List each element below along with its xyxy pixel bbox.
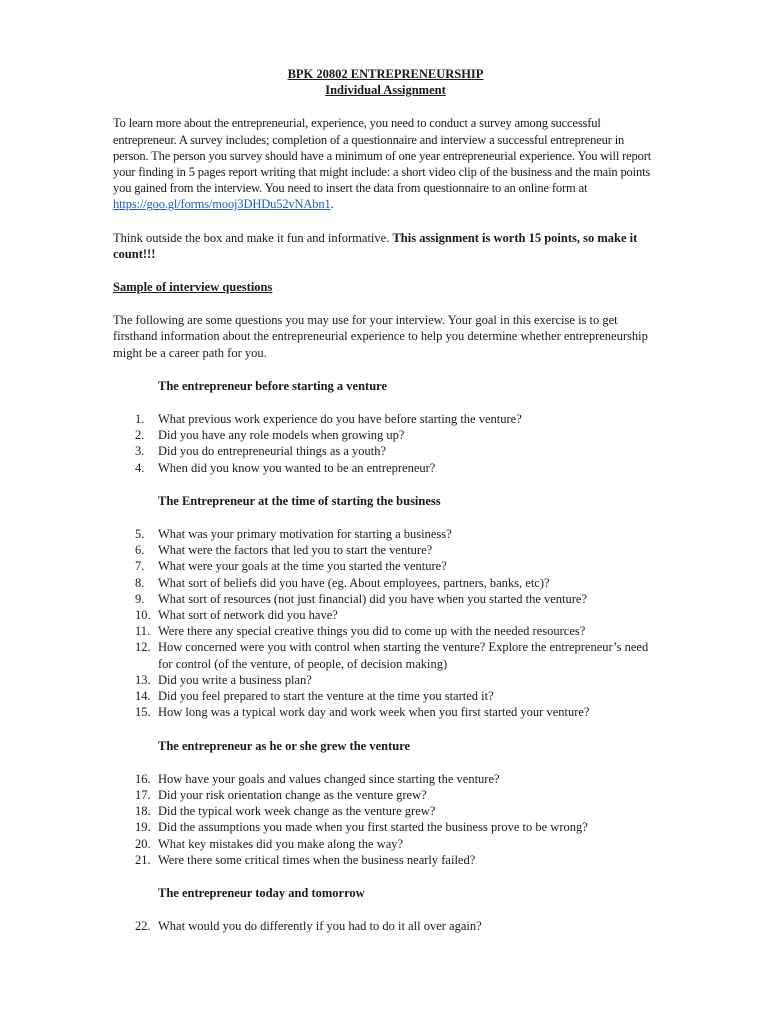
question-item [113,575,658,591]
intro-after-link: . [330,197,334,212]
intro-paragraph [113,115,658,212]
question-number: 12. [135,640,151,655]
document-page [113,66,658,934]
document-title: BPK 20802 ENTREPRENEURSHIP [287,67,484,81]
question-list [113,411,658,476]
question-text: Did the typical work week change as the venture grew? [158,804,436,819]
document-subtitle: Individual Assignment [325,83,446,98]
question-number: 8. [135,575,145,590]
question-number: 19. [135,820,151,835]
question-number: 7. [135,559,145,574]
question-item [113,427,658,443]
question-number: 2. [135,428,145,443]
question-item [113,443,658,459]
question-text: Were there any special creative things you did to come up with the needed resources? [158,624,586,639]
question-number: 1. [135,412,145,427]
question-item [113,852,658,868]
question-text: Did your risk orientation change as the venture grew? [158,787,427,802]
question-number: 14. [135,689,151,704]
question-number: 5. [135,527,145,542]
question-text: How have your goals and values changed since starting the venture? [158,771,500,786]
question-item [113,704,658,720]
question-text: How long was a typical work day and work week when you first started your venture? [158,705,590,720]
question-text: What was your primary motivation for starting a business? [158,527,452,542]
question-list [113,918,658,934]
think-bold-text: This assignment is worth 15 points, so make it count!!! [113,230,638,261]
question-number: 11. [135,624,151,639]
question-item [113,411,658,427]
question-text: What key mistakes did you make along the way? [158,836,404,851]
question-text: How concerned were you with control when starting the venture? Explore the entrepreneur’s need for control (of the venture, of people, of decision making) [158,640,649,671]
question-text: What sort of resources (not just financial) did you have when you started the venture? [158,591,588,606]
question-number: 21. [135,852,151,867]
question-number: 13. [135,672,151,687]
question-item [113,526,658,542]
question-item [113,623,658,639]
question-number: 10. [135,608,151,623]
question-item [113,607,658,623]
question-text: What were the factors that led you to start the venture? [158,543,433,558]
question-number: 22. [135,919,151,934]
question-number: 9. [135,591,145,606]
question-text: Did the assumptions you made when you first started the business prove to be wrong? [158,820,588,835]
question-number: 3. [135,444,145,459]
section-heading: The entrepreneur today and tomorrow [158,885,365,900]
question-text: What previous work experience do you have before starting the venture? [158,412,522,427]
question-text: Were there some critical times when the business nearly failed? [158,852,476,867]
question-number: 15. [135,705,151,720]
question-text: What sort of network did you have? [158,608,338,623]
question-item [113,639,658,671]
section-heading: The entrepreneur as he or she grew the venture [158,738,411,753]
question-item [113,819,658,835]
question-number: 4. [135,460,145,475]
question-text: Did you feel prepared to start the venture at the time you started it? [158,689,494,704]
section-heading: The Entrepreneur at the time of starting the business [158,493,441,508]
question-text: What sort of beliefs did you have (eg. About employees, partners, banks, etc)? [158,575,550,590]
question-text: Did you have any role models when growing up? [158,428,405,443]
form-link[interactable]: https://goo.gl/forms/mooj3DHDu52vNAbn1 [113,197,331,212]
question-item [113,787,658,803]
question-text: What were your goals at the time you started the venture? [158,559,447,574]
intro-text: To learn more about the entrepreneurial, experience, you need to conduct a survey among successful entrepreneur. A survey includes; completion of a questionnaire and interview a successful entrepreneur in person. The person you survey should have a minimum of one year entrepreneurial experience. You will report your finding in 5 pages report writing that might include: a short video clip of the business and the main points you gained from the interview. You need to insert the data from questionnaire to an online form at [113,116,652,196]
question-text: What would you do differently if you had to do it all over again? [158,919,482,934]
question-item [113,558,658,574]
question-item [113,591,658,607]
sample-heading: Sample of interview questions [113,280,273,295]
question-number: 16. [135,771,151,786]
following-paragraph: The following are some questions you may use for your interview. Your goal in this exercise is to get firsthand information about the entrepreneurial experience to help you determine whether entrepreneurship might be a career path for you. [113,313,648,360]
question-number: 6. [135,543,145,558]
think-paragraph [113,230,658,262]
think-text: Think outside the box and make it fun and informative. [113,230,393,245]
question-list [113,526,658,720]
question-text: When did you know you wanted to be an entrepreneur? [158,460,436,475]
question-item [113,460,658,476]
question-list [113,771,658,868]
question-item [113,688,658,704]
question-text: Did you write a business plan? [158,672,312,687]
question-text: Did you do entrepreneurial things as a youth? [158,444,387,459]
question-item [113,542,658,558]
question-item [113,918,658,934]
section-heading: The entrepreneur before starting a venture [158,378,388,393]
question-number: 18. [135,804,151,819]
question-number: 20. [135,836,151,851]
question-item [113,836,658,852]
question-item [113,803,658,819]
question-item [113,771,658,787]
question-number: 17. [135,787,151,802]
question-item [113,672,658,688]
